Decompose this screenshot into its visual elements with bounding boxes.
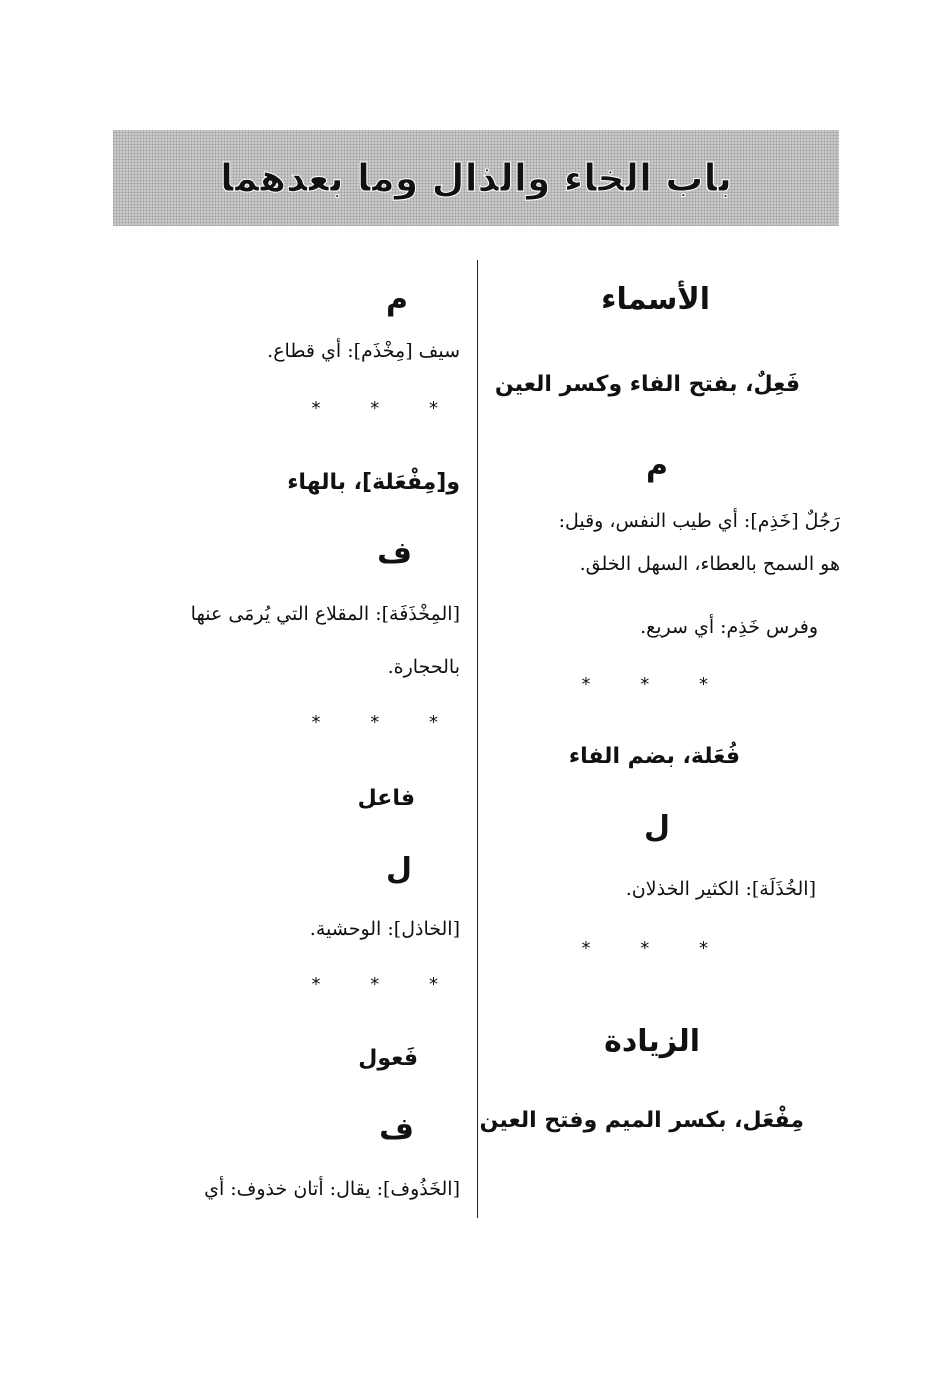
entry-text: [الخاذل]: الوحشية. <box>309 918 460 940</box>
pattern-heading: و[مِفْعَلة]، بالهاء <box>287 470 460 495</box>
entry-text: هو السمح بالعطاء، السهل الخلق. <box>579 553 840 575</box>
pattern-heading: مِفْعَل، بكسر الميم وفتح العين <box>479 1108 804 1133</box>
root-letter: ل <box>643 810 670 845</box>
pattern-heading: فاعل <box>357 786 415 811</box>
entry-text: [المِخْذَفَة]: المقلاع التي يُرمَى عنها <box>190 603 460 625</box>
section-heading-names: الأسماء <box>601 282 710 317</box>
separator-stars: * * * <box>581 674 730 695</box>
chapter-banner <box>113 130 839 226</box>
column-divider <box>477 260 478 1218</box>
separator-stars: * * * <box>311 712 460 733</box>
separator-stars: * * * <box>581 938 730 959</box>
pattern-heading: فَعِلٌ، بفتح الفاء وكسر العين <box>494 372 800 397</box>
root-letter: ف <box>377 536 412 571</box>
pattern-heading: فَعول <box>358 1046 418 1071</box>
separator-stars: * * * <box>311 398 460 419</box>
section-heading-additions: الزيادة <box>604 1024 700 1059</box>
entry-text: وفرس خَذِم: أي سريع. <box>640 616 818 638</box>
chapter-title: باب الخاء والذال وما بعدهما <box>219 156 733 200</box>
entry-text: رَجُلٌ [خَذِم]: أي طيب النفس، وقيل: <box>558 510 840 532</box>
pattern-heading: فُعَلة، بضم الفاء <box>568 744 740 769</box>
separator-stars: * * * <box>311 974 460 995</box>
entry-text: سيف [مِخْذَم]: أي قطاع. <box>267 340 460 362</box>
entry-text: [الخَذُوف]: يقال: أتان خذوف: أي <box>204 1178 460 1200</box>
root-letter: ل <box>385 852 412 887</box>
root-letter: ف <box>379 1112 414 1147</box>
root-letter: م <box>386 282 408 317</box>
entry-text: [الخُذَلَة]: الكثير الخذلان. <box>625 878 816 900</box>
root-letter: م <box>646 448 668 483</box>
entry-text: بالحجارة. <box>387 656 460 678</box>
